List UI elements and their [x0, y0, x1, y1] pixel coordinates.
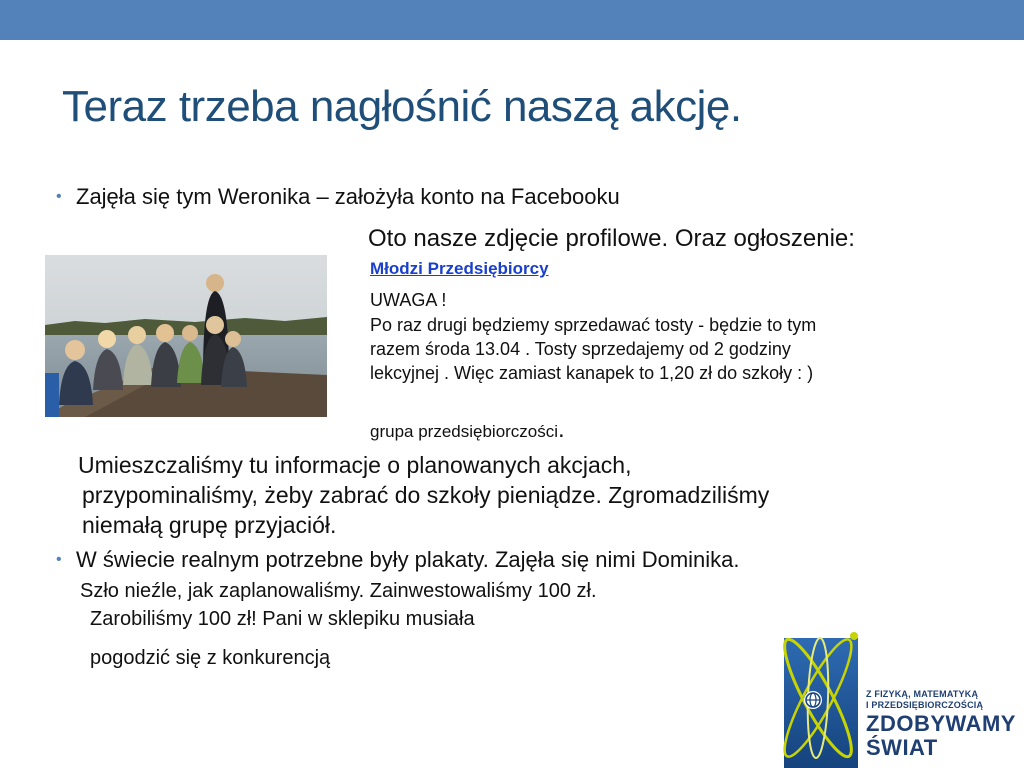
facebook-group-link[interactable]: Młodzi Przedsiębiorcy	[370, 259, 549, 278]
paragraph-line-3: niemałą grupę przyjaciół.	[82, 512, 337, 538]
logo-title-2: ŚWIAT	[866, 735, 938, 760]
posters-line-3: pogodzić się z konkurencją	[90, 647, 331, 669]
post-signature-text: grupa przedsiębiorczości	[370, 422, 559, 441]
bullet-icon: •	[56, 188, 62, 205]
project-logo	[772, 622, 1024, 768]
post-line-2: Po raz drugi będziemy sprzedawać tosty - będzie to tym	[370, 315, 817, 335]
post-line-3: razem środa 13.04 . Tosty sprzedajemy od 2 godziny	[370, 339, 791, 359]
top-band	[0, 0, 1024, 40]
logo-subtitle-2: I PRZEDSIĘBIORCZOŚCIĄ	[866, 700, 984, 710]
logo-subtitle-1: Z FIZYKĄ, MATEMATYKĄ	[866, 689, 979, 699]
bullet-posters-text: W świecie realnym potrzebne były plakaty. Zajęła się nimi Dominika.	[76, 547, 740, 572]
paragraph-line-2: przypominaliśmy, żeby zabrać do szkoły pieniądze. Zgromadziliśmy	[82, 482, 770, 508]
profile-photo	[45, 255, 327, 417]
post-signature-end: .	[558, 416, 565, 443]
posters-line-2: Zarobiliśmy 100 zł! Pani w sklepiku musiała	[90, 608, 475, 630]
profile-caption: Oto nasze zdjęcie profilowe. Oraz ogłoszenie:	[368, 225, 855, 252]
group-photo-icon	[45, 255, 327, 417]
bullet-facebook	[56, 184, 620, 210]
post-line-1: UWAGA !	[370, 290, 447, 310]
slide-title: Teraz trzeba nagłośnić naszą akcję.	[62, 82, 742, 131]
bullet-posters	[56, 547, 740, 573]
post-signature	[370, 416, 565, 444]
paragraph-line-1: Umieszczaliśmy tu informacje o planowanych akcjach,	[78, 452, 632, 478]
bullet-facebook-text: Zajęła się tym Weronika – założyła konto na Facebooku	[76, 184, 620, 209]
bullet-icon: •	[56, 551, 62, 568]
posters-line-1: Szło nieźle, jak zaplanowaliśmy. Zainwestowaliśmy 100 zł.	[80, 580, 597, 602]
post-line-4: lekcyjnej . Więc zamiast kanapek to 1,20 zł do szkoły : )	[370, 363, 814, 383]
logo-title-1: ZDOBYWAMY	[866, 711, 1016, 736]
